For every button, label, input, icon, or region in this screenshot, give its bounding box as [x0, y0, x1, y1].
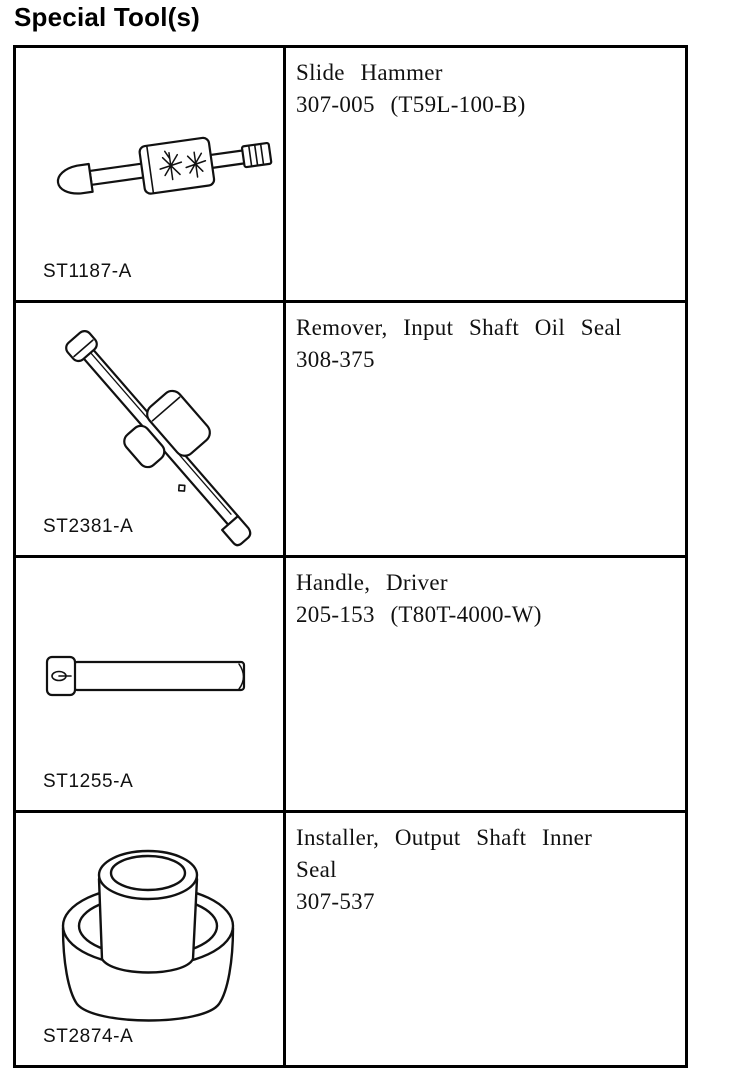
table-row — [16, 558, 685, 813]
tool-description-cell — [286, 813, 685, 1065]
tool-image-cell — [16, 813, 286, 1065]
tool-description-cell — [286, 303, 685, 555]
tool-name: Handle, Driver — [296, 570, 448, 595]
tool-part-number: 307-005 (T59L-100-B) — [296, 92, 526, 117]
special-tools-table — [13, 45, 688, 1068]
table-row — [16, 813, 685, 1065]
tool-name-continued: Seal — [296, 857, 337, 882]
tool-image-label: ST2874-A — [43, 1026, 134, 1047]
tool-image-label: ST1187-A — [43, 261, 132, 282]
tool-image-label: ST2381-A — [43, 516, 134, 537]
tool-description-cell — [286, 558, 685, 810]
tool-part-number: 308-375 — [296, 347, 375, 372]
table-row — [16, 303, 685, 558]
tool-part-number: 205-153 (T80T-4000-W) — [296, 602, 542, 627]
tool-name: Slide Hammer — [296, 60, 443, 85]
tool-description-cell — [286, 48, 685, 300]
tool-image-cell — [16, 558, 286, 810]
tool-part-number: 307-537 — [296, 889, 375, 914]
tool-image-cell — [16, 48, 286, 300]
tool-image-cell — [16, 303, 286, 555]
page-title: Special Tool(s) — [14, 2, 200, 32]
table-row — [16, 48, 685, 303]
tool-image-label: ST1255-A — [43, 771, 134, 792]
tool-name: Installer, Output Shaft Inner — [296, 825, 593, 850]
tool-name: Remover, Input Shaft Oil Seal — [296, 315, 622, 340]
